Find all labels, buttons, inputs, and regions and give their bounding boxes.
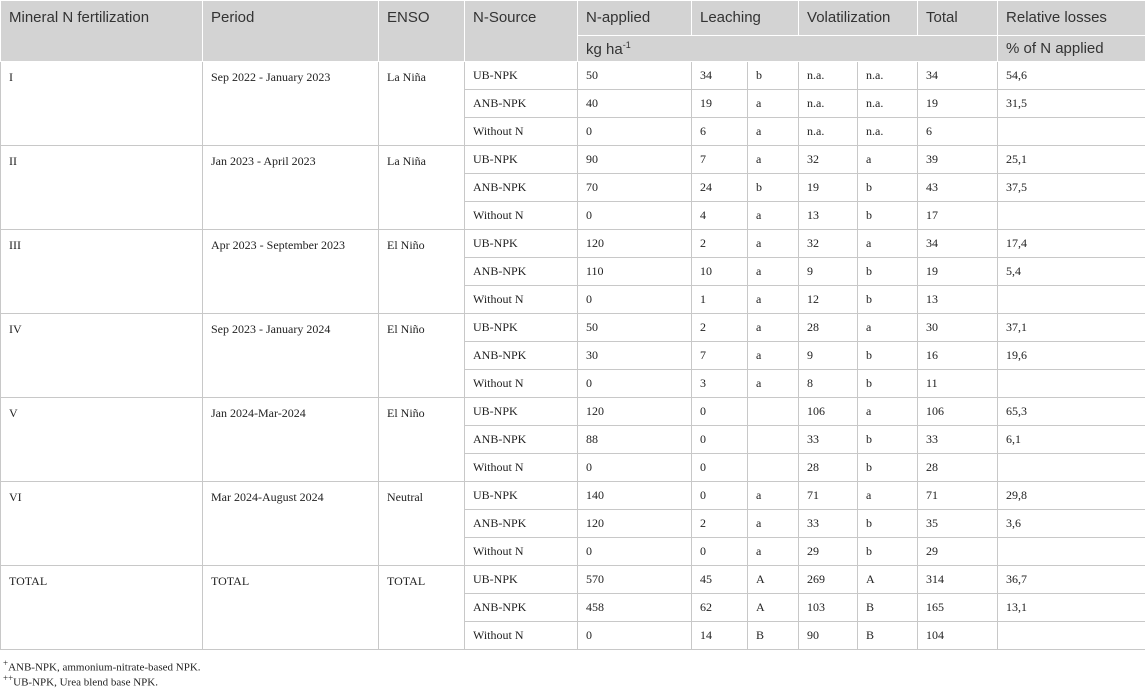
leaching-letter-cell: a: [748, 286, 799, 314]
footnote-ub-mark: ++: [3, 673, 13, 683]
period-cell: Jan 2023 - April 2023: [203, 146, 379, 230]
total-cell: 17: [918, 202, 998, 230]
total-cell: 16: [918, 342, 998, 370]
n-source-cell: ANB-NPK: [465, 510, 578, 538]
n-source-cell: ANB-NPK: [465, 594, 578, 622]
leaching-cell: 45: [692, 566, 748, 594]
header-leaching: Leaching: [692, 1, 799, 36]
leaching-letter-cell: [748, 398, 799, 426]
total-cell: 165: [918, 594, 998, 622]
volatilization-cell: 32: [799, 230, 858, 258]
n-applied-cell: 50: [578, 62, 692, 90]
fertilization-cell: TOTAL: [1, 566, 203, 650]
fertilization-cell: I: [1, 62, 203, 146]
table-row: [1, 314, 1145, 342]
leaching-letter-cell: B: [748, 622, 799, 650]
volatilization-cell: 103: [799, 594, 858, 622]
header-total: Total: [918, 1, 998, 36]
table-body: [1, 62, 1145, 650]
volatilization-letter-cell: b: [858, 538, 918, 566]
leaching-letter-cell: b: [748, 62, 799, 90]
n-applied-cell: 90: [578, 146, 692, 174]
leaching-letter-cell: b: [748, 174, 799, 202]
table-row: [1, 62, 1145, 90]
header-nsource: N-Source: [465, 1, 578, 62]
n-source-cell: UB-NPK: [465, 398, 578, 426]
leaching-cell: 3: [692, 370, 748, 398]
fertilization-cell: III: [1, 230, 203, 314]
fertilization-cell: VI: [1, 482, 203, 566]
volatilization-letter-cell: b: [858, 342, 918, 370]
n-source-cell: Without N: [465, 454, 578, 482]
leaching-letter-cell: [748, 426, 799, 454]
n-applied-cell: 40: [578, 90, 692, 118]
leaching-cell: 6: [692, 118, 748, 146]
relative-losses-cell: 31,5: [998, 90, 1145, 118]
volatilization-letter-cell: n.a.: [858, 62, 918, 90]
leaching-cell: 0: [692, 426, 748, 454]
volatilization-cell: 269: [799, 566, 858, 594]
n-applied-cell: 0: [578, 202, 692, 230]
leaching-cell: 2: [692, 510, 748, 538]
total-cell: 19: [918, 258, 998, 286]
volatilization-cell: n.a.: [799, 118, 858, 146]
leaching-letter-cell: a: [748, 370, 799, 398]
relative-losses-cell: [998, 370, 1145, 398]
leaching-cell: 19: [692, 90, 748, 118]
total-cell: 34: [918, 230, 998, 258]
volatilization-cell: 9: [799, 342, 858, 370]
total-cell: 314: [918, 566, 998, 594]
relative-losses-cell: 37,1: [998, 314, 1145, 342]
leaching-letter-cell: A: [748, 594, 799, 622]
volatilization-letter-cell: A: [858, 566, 918, 594]
relative-losses-cell: [998, 622, 1145, 650]
leaching-letter-cell: [748, 454, 799, 482]
relative-losses-cell: [998, 202, 1145, 230]
total-cell: 13: [918, 286, 998, 314]
volatilization-letter-cell: b: [858, 258, 918, 286]
volatilization-cell: 19: [799, 174, 858, 202]
volatilization-cell: 33: [799, 426, 858, 454]
volatilization-letter-cell: b: [858, 454, 918, 482]
n-applied-cell: 110: [578, 258, 692, 286]
volatilization-letter-cell: B: [858, 622, 918, 650]
period-cell: Sep 2022 - January 2023: [203, 62, 379, 146]
total-cell: 19: [918, 90, 998, 118]
n-source-cell: UB-NPK: [465, 230, 578, 258]
n-source-cell: Without N: [465, 286, 578, 314]
n-source-cell: UB-NPK: [465, 566, 578, 594]
total-cell: 28: [918, 454, 998, 482]
leaching-letter-cell: a: [748, 258, 799, 286]
n-applied-cell: 0: [578, 118, 692, 146]
volatilization-letter-cell: a: [858, 230, 918, 258]
leaching-letter-cell: a: [748, 538, 799, 566]
volatilization-letter-cell: B: [858, 594, 918, 622]
relative-losses-cell: [998, 286, 1145, 314]
footnote-anb: [3, 658, 201, 674]
period-cell: Mar 2024-August 2024: [203, 482, 379, 566]
volatilization-cell: 9: [799, 258, 858, 286]
period-cell: Sep 2023 - January 2024: [203, 314, 379, 398]
relative-losses-cell: 13,1: [998, 594, 1145, 622]
leaching-cell: 0: [692, 482, 748, 510]
table-header: [1, 1, 1145, 62]
volatilization-cell: 29: [799, 538, 858, 566]
header-napplied: N-applied: [578, 1, 692, 36]
volatilization-cell: 12: [799, 286, 858, 314]
n-source-cell: UB-NPK: [465, 62, 578, 90]
leaching-letter-cell: a: [748, 314, 799, 342]
volatilization-letter-cell: b: [858, 286, 918, 314]
n-source-cell: ANB-NPK: [465, 90, 578, 118]
relative-losses-cell: 54,6: [998, 62, 1145, 90]
n-applied-cell: 120: [578, 510, 692, 538]
leaching-cell: 7: [692, 146, 748, 174]
n-source-cell: UB-NPK: [465, 314, 578, 342]
relative-losses-cell: [998, 454, 1145, 482]
total-cell: 43: [918, 174, 998, 202]
unit-kg-text: kg ha: [586, 41, 623, 58]
n-applied-cell: 0: [578, 538, 692, 566]
volatilization-cell: 106: [799, 398, 858, 426]
total-cell: 30: [918, 314, 998, 342]
n-source-cell: Without N: [465, 538, 578, 566]
footnote-ub-text: UB-NPK, Urea blend base NPK.: [13, 677, 158, 689]
leaching-letter-cell: a: [748, 202, 799, 230]
leaching-letter-cell: a: [748, 482, 799, 510]
volatilization-cell: n.a.: [799, 90, 858, 118]
volatilization-cell: 32: [799, 146, 858, 174]
volatilization-letter-cell: b: [858, 426, 918, 454]
relative-losses-cell: 3,6: [998, 510, 1145, 538]
total-cell: 39: [918, 146, 998, 174]
n-applied-cell: 120: [578, 398, 692, 426]
volatilization-letter-cell: n.a.: [858, 90, 918, 118]
leaching-cell: 24: [692, 174, 748, 202]
volatilization-letter-cell: a: [858, 314, 918, 342]
n-applied-cell: 88: [578, 426, 692, 454]
n-source-cell: UB-NPK: [465, 146, 578, 174]
n-source-cell: Without N: [465, 202, 578, 230]
table-row: [1, 146, 1145, 174]
relative-losses-cell: 17,4: [998, 230, 1145, 258]
total-cell: 104: [918, 622, 998, 650]
enso-cell: La Niña: [379, 146, 465, 230]
leaching-cell: 62: [692, 594, 748, 622]
total-cell: 11: [918, 370, 998, 398]
volatilization-cell: 8: [799, 370, 858, 398]
footnote-anb-mark: +: [3, 658, 8, 668]
fertilization-cell: V: [1, 398, 203, 482]
header-unit-pct: % of N applied: [998, 36, 1145, 62]
total-cell: 33: [918, 426, 998, 454]
total-cell: 29: [918, 538, 998, 566]
leaching-cell: 0: [692, 538, 748, 566]
n-applied-cell: 140: [578, 482, 692, 510]
enso-cell: El Niño: [379, 398, 465, 482]
relative-losses-cell: 25,1: [998, 146, 1145, 174]
n-applied-cell: 50: [578, 314, 692, 342]
leaching-letter-cell: a: [748, 230, 799, 258]
leaching-cell: 7: [692, 342, 748, 370]
volatilization-cell: 28: [799, 454, 858, 482]
volatilization-cell: 13: [799, 202, 858, 230]
volatilization-cell: 33: [799, 510, 858, 538]
n-applied-cell: 120: [578, 230, 692, 258]
n-applied-cell: 0: [578, 622, 692, 650]
table-row: [1, 398, 1145, 426]
n-applied-cell: 570: [578, 566, 692, 594]
unit-kg-superscript: -1: [623, 40, 631, 50]
footnote-anb-text: ANB-NPK, ammonium-nitrate-based NPK.: [8, 662, 200, 674]
leaching-cell: 0: [692, 398, 748, 426]
table-row: [1, 230, 1145, 258]
relative-losses-cell: 29,8: [998, 482, 1145, 510]
n-applied-cell: 0: [578, 454, 692, 482]
leaching-letter-cell: a: [748, 342, 799, 370]
header-period: Period: [203, 1, 379, 62]
leaching-cell: 2: [692, 230, 748, 258]
volatilization-letter-cell: a: [858, 482, 918, 510]
n-applied-cell: 30: [578, 342, 692, 370]
leaching-letter-cell: a: [748, 118, 799, 146]
volatilization-letter-cell: b: [858, 370, 918, 398]
n-source-cell: Without N: [465, 370, 578, 398]
n-source-cell: ANB-NPK: [465, 342, 578, 370]
relative-losses-cell: 6,1: [998, 426, 1145, 454]
total-cell: 71: [918, 482, 998, 510]
n-source-cell: Without N: [465, 118, 578, 146]
n-applied-cell: 70: [578, 174, 692, 202]
header-volatilization: Volatilization: [799, 1, 918, 36]
volatilization-cell: 71: [799, 482, 858, 510]
header-relative: Relative losses: [998, 1, 1145, 36]
total-cell: 106: [918, 398, 998, 426]
n-source-cell: ANB-NPK: [465, 258, 578, 286]
total-cell: 6: [918, 118, 998, 146]
volatilization-letter-cell: b: [858, 202, 918, 230]
volatilization-letter-cell: n.a.: [858, 118, 918, 146]
volatilization-letter-cell: b: [858, 510, 918, 538]
leaching-letter-cell: a: [748, 510, 799, 538]
header-fertilization: Mineral N fertilization: [1, 1, 203, 62]
leaching-cell: 2: [692, 314, 748, 342]
n-source-cell: Without N: [465, 622, 578, 650]
period-cell: Apr 2023 - September 2023: [203, 230, 379, 314]
enso-cell: TOTAL: [379, 566, 465, 650]
leaching-cell: 10: [692, 258, 748, 286]
enso-cell: La Niña: [379, 62, 465, 146]
n-applied-cell: 458: [578, 594, 692, 622]
table-row: [1, 482, 1145, 510]
relative-losses-cell: 37,5: [998, 174, 1145, 202]
fertilization-cell: IV: [1, 314, 203, 398]
header-enso: ENSO: [379, 1, 465, 62]
leaching-cell: 4: [692, 202, 748, 230]
table-row: [1, 566, 1145, 594]
leaching-cell: 34: [692, 62, 748, 90]
volatilization-cell: 90: [799, 622, 858, 650]
enso-cell: El Niño: [379, 230, 465, 314]
leaching-cell: 1: [692, 286, 748, 314]
header-unit-kg: [578, 36, 998, 62]
leaching-letter-cell: A: [748, 566, 799, 594]
n-source-cell: UB-NPK: [465, 482, 578, 510]
volatilization-letter-cell: b: [858, 174, 918, 202]
n-source-cell: ANB-NPK: [465, 174, 578, 202]
relative-losses-cell: [998, 118, 1145, 146]
relative-losses-cell: 36,7: [998, 566, 1145, 594]
period-cell: TOTAL: [203, 566, 379, 650]
leaching-cell: 14: [692, 622, 748, 650]
enso-cell: Neutral: [379, 482, 465, 566]
period-cell: Jan 2024-Mar-2024: [203, 398, 379, 482]
fertilization-cell: II: [1, 146, 203, 230]
n-applied-cell: 0: [578, 370, 692, 398]
n-applied-cell: 0: [578, 286, 692, 314]
relative-losses-cell: [998, 538, 1145, 566]
n-source-cell: ANB-NPK: [465, 426, 578, 454]
relative-losses-cell: 65,3: [998, 398, 1145, 426]
relative-losses-cell: 19,6: [998, 342, 1145, 370]
volatilization-letter-cell: a: [858, 398, 918, 426]
total-cell: 35: [918, 510, 998, 538]
volatilization-letter-cell: a: [858, 146, 918, 174]
footnote-ub: [3, 673, 158, 689]
enso-cell: El Niño: [379, 314, 465, 398]
volatilization-cell: 28: [799, 314, 858, 342]
leaching-letter-cell: a: [748, 90, 799, 118]
volatilization-cell: n.a.: [799, 62, 858, 90]
relative-losses-cell: 5,4: [998, 258, 1145, 286]
total-cell: 34: [918, 62, 998, 90]
leaching-cell: 0: [692, 454, 748, 482]
leaching-letter-cell: a: [748, 146, 799, 174]
